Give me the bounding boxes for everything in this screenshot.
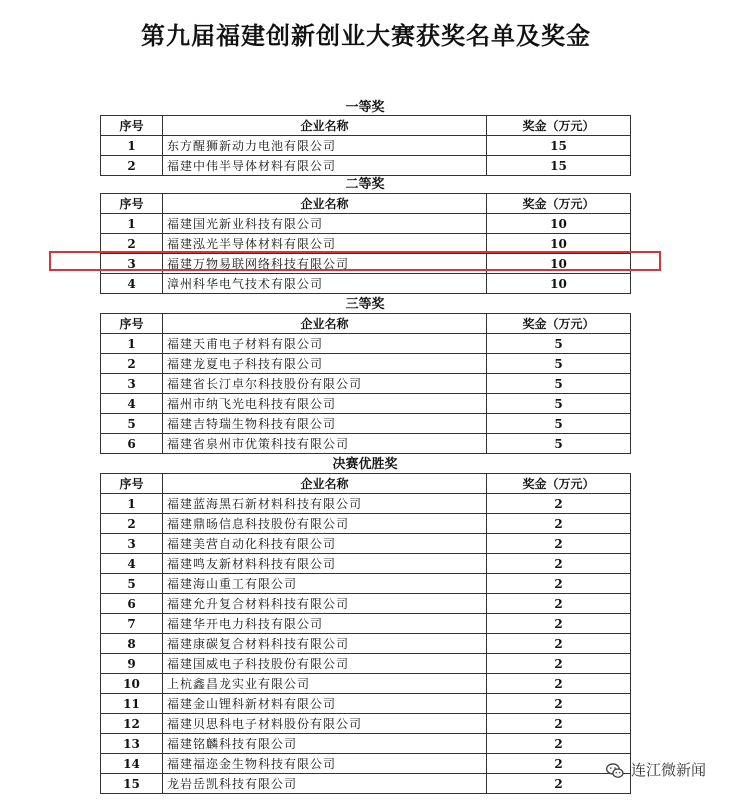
section-title-second-prize: 二等奖 [345, 177, 385, 192]
table-row [101, 274, 631, 294]
row-prize: 2 [487, 654, 631, 674]
row-prize: 2 [487, 774, 631, 794]
row-no: 3 [101, 534, 163, 554]
table-third-prize [100, 313, 631, 454]
header-company: 企业名称 [163, 314, 487, 334]
row-no: 11 [101, 694, 163, 714]
row-no: 2 [101, 156, 163, 176]
table-row [101, 674, 631, 694]
table-row [101, 734, 631, 754]
document-title: 第九届福建创新创业大赛获奖名单及奖金 [141, 21, 591, 50]
row-company: 福建万物易联网络科技有限公司 [163, 254, 487, 274]
header-company: 企业名称 [163, 474, 487, 494]
section-title-first-prize: 一等奖 [345, 100, 385, 115]
row-no: 2 [101, 514, 163, 534]
row-no: 2 [101, 234, 163, 254]
table-row [101, 654, 631, 674]
row-no: 4 [101, 554, 163, 574]
row-prize: 10 [487, 234, 631, 254]
row-company: 福建鼎旸信息科技股份有限公司 [163, 514, 487, 534]
row-no: 10 [101, 674, 163, 694]
row-prize: 2 [487, 574, 631, 594]
row-prize: 2 [487, 514, 631, 534]
row-no: 1 [101, 214, 163, 234]
wechat-icon [605, 761, 625, 781]
row-prize: 5 [487, 394, 631, 414]
row-no: 2 [101, 354, 163, 374]
row-no: 4 [101, 394, 163, 414]
row-company: 福建省长汀卓尔科技股份有限公司 [163, 374, 487, 394]
row-company: 福建国光新业科技有限公司 [163, 214, 487, 234]
header-no: 序号 [101, 116, 163, 136]
table-row [101, 514, 631, 534]
row-no: 4 [101, 274, 163, 294]
row-prize: 5 [487, 434, 631, 454]
row-company: 福建康碳复合材料科技有限公司 [163, 634, 487, 654]
header-prize: 奖金（万元） [487, 194, 631, 214]
table-row-highlighted [101, 254, 631, 274]
row-no: 1 [101, 334, 163, 354]
row-company: 福州市纳飞光电科技有限公司 [163, 394, 487, 414]
row-prize: 2 [487, 534, 631, 554]
row-no: 13 [101, 734, 163, 754]
table-row [101, 694, 631, 714]
row-prize: 2 [487, 694, 631, 714]
table-row [101, 434, 631, 454]
table-header-row [101, 314, 631, 334]
row-no: 9 [101, 654, 163, 674]
row-company: 福建龙夏电子科技有限公司 [163, 354, 487, 374]
row-no: 5 [101, 414, 163, 434]
table-row [101, 494, 631, 514]
header-prize: 奖金（万元） [487, 116, 631, 136]
row-prize: 5 [487, 374, 631, 394]
row-prize: 2 [487, 494, 631, 514]
row-prize: 5 [487, 334, 631, 354]
row-prize: 2 [487, 674, 631, 694]
table-row [101, 394, 631, 414]
watermark-text: 连江微新闻 [630, 761, 706, 779]
header-no: 序号 [101, 194, 163, 214]
row-company: 福建泓光半导体材料有限公司 [163, 234, 487, 254]
row-company: 福建国威电子科技股份有限公司 [163, 654, 487, 674]
row-prize: 10 [487, 214, 631, 234]
row-company: 福建天甫电子材料有限公司 [163, 334, 487, 354]
row-no: 1 [101, 136, 163, 156]
table-row [101, 374, 631, 394]
section-title-third-prize: 三等奖 [345, 297, 385, 312]
table-row [101, 554, 631, 574]
table-second-prize [100, 193, 631, 294]
table-row [101, 534, 631, 554]
row-company: 福建海山重工有限公司 [163, 574, 487, 594]
row-company: 龙岩岳凯科技有限公司 [163, 774, 487, 794]
row-no: 3 [101, 374, 163, 394]
row-no: 15 [101, 774, 163, 794]
row-company: 福建鸣友新材料科技有限公司 [163, 554, 487, 574]
row-prize: 10 [487, 274, 631, 294]
header-no: 序号 [101, 314, 163, 334]
header-company: 企业名称 [163, 116, 487, 136]
table-row [101, 774, 631, 794]
row-no: 5 [101, 574, 163, 594]
table-row [101, 614, 631, 634]
row-prize: 2 [487, 634, 631, 654]
section-title-final-excellence: 决赛优胜奖 [332, 457, 398, 472]
table-header-row [101, 474, 631, 494]
row-prize: 2 [487, 714, 631, 734]
row-company: 东方醒狮新动力电池有限公司 [163, 136, 487, 156]
watermark [605, 758, 706, 782]
table-row [101, 714, 631, 734]
row-company: 福建金山锂科新材料有限公司 [163, 694, 487, 714]
row-company: 福建福迩金生物科技有限公司 [163, 754, 487, 774]
row-prize: 2 [487, 754, 631, 774]
table-row [101, 234, 631, 254]
row-company: 福建贝思科电子材料股份有限公司 [163, 714, 487, 734]
table-row [101, 574, 631, 594]
table-final-excellence [100, 473, 631, 794]
header-company: 企业名称 [163, 194, 487, 214]
header-no: 序号 [101, 474, 163, 494]
row-company: 福建吉特瑞生物科技有限公司 [163, 414, 487, 434]
table-row [101, 414, 631, 434]
row-company: 上杭鑫昌龙实业有限公司 [163, 674, 487, 694]
table-header-row [101, 116, 631, 136]
row-company: 福建美营自动化科技有限公司 [163, 534, 487, 554]
table-row [101, 594, 631, 614]
header-prize: 奖金（万元） [487, 314, 631, 334]
table-row [101, 214, 631, 234]
table-row [101, 754, 631, 774]
table-row [101, 156, 631, 176]
row-prize: 10 [487, 254, 631, 274]
row-company: 漳州科华电气技术有限公司 [163, 274, 487, 294]
table-row [101, 136, 631, 156]
row-prize: 5 [487, 354, 631, 374]
row-company: 福建蓝海黑石新材料科技有限公司 [163, 494, 487, 514]
row-no: 7 [101, 614, 163, 634]
row-no: 3 [101, 254, 163, 274]
table-first-prize [100, 115, 631, 176]
row-no: 6 [101, 434, 163, 454]
row-no: 1 [101, 494, 163, 514]
row-company: 福建铭麟科技有限公司 [163, 734, 487, 754]
row-company: 福建华开电力科技有限公司 [163, 614, 487, 634]
row-prize: 2 [487, 734, 631, 754]
row-no: 12 [101, 714, 163, 734]
table-row [101, 634, 631, 654]
row-no: 14 [101, 754, 163, 774]
row-company: 福建中伟半导体材料有限公司 [163, 156, 487, 176]
row-prize: 2 [487, 614, 631, 634]
table-header-row [101, 194, 631, 214]
row-no: 6 [101, 594, 163, 614]
row-prize: 2 [487, 554, 631, 574]
table-row [101, 334, 631, 354]
table-row [101, 354, 631, 374]
row-company: 福建省泉州市优策科技有限公司 [163, 434, 487, 454]
row-no: 8 [101, 634, 163, 654]
row-prize: 15 [487, 136, 631, 156]
row-prize: 5 [487, 414, 631, 434]
header-prize: 奖金（万元） [487, 474, 631, 494]
row-company: 福建允升复合材料科技有限公司 [163, 594, 487, 614]
row-prize: 2 [487, 594, 631, 614]
row-prize: 15 [487, 156, 631, 176]
